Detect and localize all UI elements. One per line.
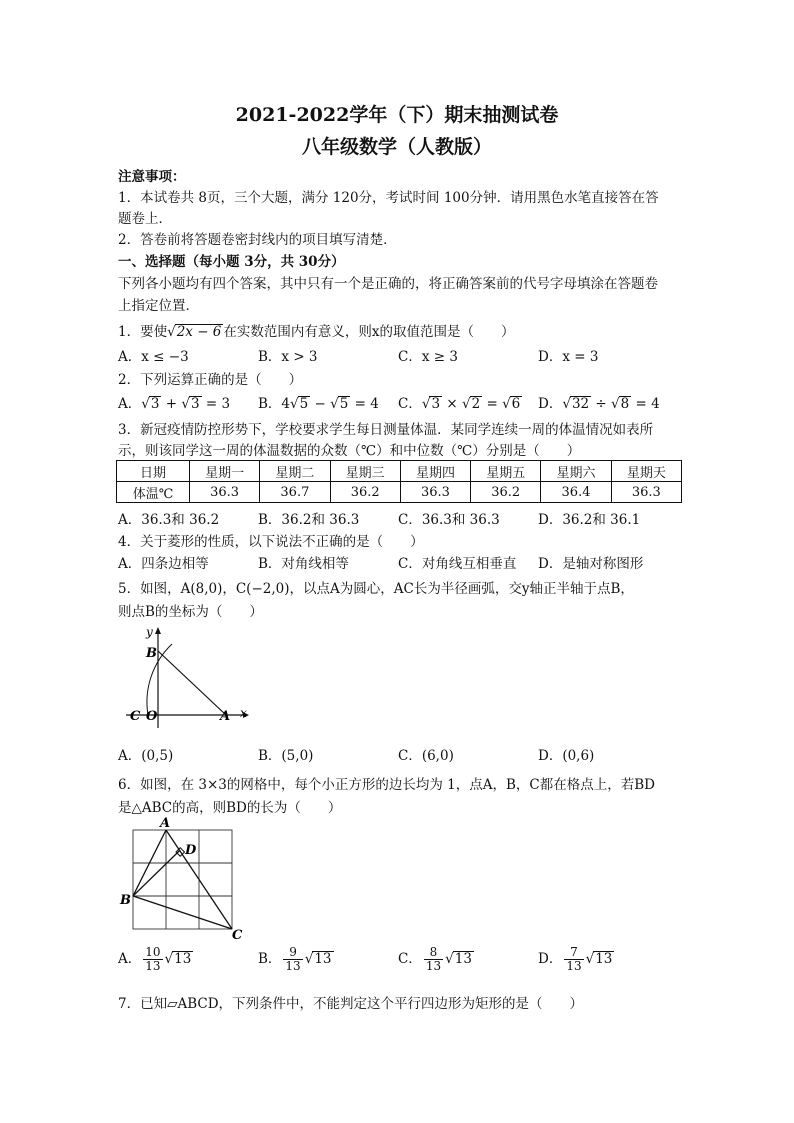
- q6-d-rad: 13: [595, 951, 613, 968]
- q1-option-c[interactable]: C．x ≥ 3: [398, 349, 458, 365]
- q6-b-label: B．: [258, 951, 282, 968]
- q2-a-eq: = 3: [201, 396, 231, 412]
- section1-heading: 一、选择题（每小题 3分，共 30分）: [118, 254, 345, 270]
- q5-figure: [118, 622, 258, 730]
- q2-b-r2: 5: [339, 396, 349, 412]
- table-cell: 星期四: [400, 461, 470, 482]
- q2-d-r1: 32: [571, 396, 590, 412]
- q6-b-num: 9: [283, 946, 302, 960]
- q2-a-op: +: [161, 396, 182, 412]
- q6-option-a[interactable]: [118, 946, 193, 973]
- sqrt-icon: √: [461, 396, 471, 412]
- label-a: A: [220, 709, 231, 724]
- table-cell: 星期一: [189, 461, 259, 482]
- q1-option-d[interactable]: D．x = 3: [538, 349, 599, 365]
- grid: [133, 830, 232, 929]
- q4-option-a[interactable]: A．四条边相等: [118, 556, 209, 572]
- y-axis-arrow-icon: [155, 627, 161, 634]
- q2-d-eq: = 4: [631, 396, 660, 412]
- label-y: y: [146, 625, 153, 639]
- section1-intro-line1: 下列各小题均有四个答案，其中只有一个是正确的，将正确答案前的代号字母填涂在答题卷: [118, 276, 658, 292]
- sqrt-icon: √: [330, 396, 339, 412]
- q2-a-label: A．: [118, 396, 142, 412]
- q6-c-label: C．: [398, 951, 422, 968]
- q6-a-fraction: [143, 946, 162, 973]
- q7-stem: 7．已知▱ABCD，下列条件中，不能判定这个平行四边形为矩形的是（ ）: [118, 996, 584, 1012]
- q6-c-rad: 13: [454, 951, 472, 968]
- q6-b-rad: 13: [314, 951, 332, 968]
- sqrt-icon: √: [290, 396, 299, 412]
- q2-stem: 2．下列运算正确的是（ ）: [118, 372, 303, 388]
- q2-c-eq: =: [482, 396, 503, 412]
- q2-a-r2: 3: [190, 396, 200, 412]
- sqrt-icon: √: [502, 396, 511, 412]
- q2-option-d[interactable]: [538, 392, 660, 412]
- q5-option-c[interactable]: C．(6,0): [398, 748, 454, 764]
- q6-line1: 6．如图，在 3×3的网格中，每个小正方形的边长均为 1，点A，B，C都在格点上，若BD: [118, 777, 655, 793]
- sqrt-icon: √: [585, 951, 595, 968]
- q5-option-a[interactable]: A．(0,5): [118, 748, 174, 764]
- q2-b-coef: 4: [281, 396, 291, 412]
- table-cell: 日期: [117, 461, 190, 482]
- sqrt-icon: √: [304, 951, 314, 968]
- q1-prefix: 1．要使: [118, 324, 168, 340]
- page-subtitle: 八年级数学（人教版）: [301, 136, 492, 158]
- q2-a-r1: 3: [150, 396, 160, 412]
- q6-a-den: 13: [145, 959, 161, 974]
- table-row: [117, 482, 682, 503]
- q5-option-d[interactable]: D．(0,6): [538, 748, 595, 764]
- sqrt-icon: √: [562, 396, 571, 412]
- q6-line2: 是△ABC的高，则BD的长为（ ）: [118, 800, 342, 816]
- sqrt-icon: √: [141, 396, 150, 412]
- q6-c-fraction: [424, 946, 443, 973]
- page-title: 2021-2022学年（下）期末抽测试卷: [235, 104, 559, 126]
- q6-a-label: A．: [118, 951, 142, 968]
- q2-b-label: B．: [258, 396, 282, 412]
- q2-b-eq: = 4: [350, 396, 379, 412]
- q1-stem: [118, 320, 515, 340]
- table-cell: 星期天: [611, 461, 681, 482]
- sqrt-icon: √: [164, 951, 174, 968]
- q5-line1: 5．如图，A(8,0)，C(−2,0)，以点A为圆心，AC长为半径画弧，交y轴正半轴于点B，: [118, 581, 634, 597]
- q3-line2: 示，则该同学这一周的体温数据的众数（℃）和中位数（℃）分别是（ ）: [118, 443, 581, 459]
- notes-item1-line2: 题卷上．: [118, 211, 172, 227]
- q2-option-a[interactable]: [118, 392, 230, 412]
- label-a: A: [160, 816, 171, 831]
- q2-d-op: ÷: [591, 396, 612, 412]
- table-cell: 36.3: [611, 482, 681, 503]
- q5-line2: 则点B的坐标为（ ）: [118, 604, 263, 620]
- temperature-table: [116, 460, 682, 503]
- q2-c-label: C．: [398, 396, 422, 412]
- q2-c-r2: 2: [471, 396, 481, 412]
- q6-option-b[interactable]: [258, 946, 334, 973]
- q1-radicand: 2x − 6: [176, 324, 222, 340]
- q4-option-d[interactable]: D．是轴对称图形: [538, 556, 644, 572]
- q6-c-num: 8: [424, 946, 443, 960]
- q6-d-den: 13: [566, 959, 582, 974]
- q6-d-label: D．: [538, 951, 563, 968]
- q3-option-b[interactable]: B．36.2和 36.3: [258, 512, 360, 528]
- label-d: D: [185, 843, 197, 858]
- q6-option-c[interactable]: [398, 946, 474, 973]
- table-cell: 星期二: [260, 461, 330, 482]
- sqrt-icon: √: [421, 396, 431, 412]
- q1-suffix: 在实数范围内有意义，则x的取值范围是（ ）: [223, 324, 515, 340]
- q2-c-r1: 3: [431, 396, 441, 412]
- q2-c-op: ×: [442, 396, 462, 412]
- q1-option-a[interactable]: A．x ≤ −3: [118, 349, 189, 365]
- triangle-abc: [133, 830, 232, 929]
- q6-b-den: 13: [285, 959, 301, 974]
- q3-option-a[interactable]: A．36.3和 36.2: [118, 512, 220, 528]
- table-cell: 星期五: [471, 461, 541, 482]
- sqrt-icon: √: [181, 396, 190, 412]
- table-cell: 星期六: [541, 461, 611, 482]
- q2-option-b[interactable]: [258, 392, 379, 412]
- table-cell: 36.7: [260, 482, 330, 503]
- q2-option-c[interactable]: [398, 392, 522, 412]
- section1-intro-line2: 上指定位置．: [118, 298, 199, 314]
- q3-option-c[interactable]: C．36.3和 36.3: [398, 512, 500, 528]
- label-b: B: [146, 646, 157, 661]
- q6-figure: [118, 815, 248, 940]
- table-cell: 星期三: [330, 461, 400, 482]
- table-cell: 36.4: [541, 482, 611, 503]
- q2-b-op: −: [310, 396, 331, 412]
- q6-d-fraction: [564, 946, 583, 973]
- q6-option-d[interactable]: [538, 946, 614, 973]
- label-c: C: [232, 928, 243, 940]
- q6-a-rad: 13: [174, 951, 192, 968]
- q6-d-num: 7: [564, 946, 583, 960]
- table-cell: 36.2: [330, 482, 400, 503]
- table-cell: 36.2: [471, 482, 541, 503]
- sqrt-icon: √: [167, 324, 176, 340]
- table-cell: 体温℃: [117, 482, 190, 503]
- notes-heading: 注意事项：: [118, 169, 186, 185]
- q4-stem: 4．关于菱形的性质，以下说法不正确的是（ ）: [118, 534, 424, 550]
- q6-a-num: 10: [145, 945, 161, 959]
- q4-option-b[interactable]: B．对角线相等: [258, 556, 349, 572]
- q1-option-b[interactable]: B．x > 3: [258, 349, 318, 365]
- q2-c-r3: 6: [511, 396, 521, 412]
- q3-option-d[interactable]: D．36.2和 36.1: [538, 512, 641, 528]
- table-header-row: [117, 461, 682, 482]
- label-x: x: [240, 706, 247, 720]
- segment-ba: [158, 651, 226, 715]
- q6-b-fraction: [283, 946, 302, 973]
- q2-d-label: D．: [538, 396, 563, 412]
- notes-item2: 2．答卷前将答题卷密封线内的项目填写清楚．: [118, 232, 397, 248]
- q2-d-r2: 8: [620, 396, 630, 412]
- notes-item1-line1: 1．本试卷共 8页，三个大题，满分 120分，考试时间 100分钟．请用黑色水笔直接答在答: [118, 190, 659, 206]
- label-c: C: [130, 709, 141, 724]
- label-o: O: [146, 709, 158, 724]
- q4-option-c[interactable]: C．对角线互相垂直: [398, 556, 517, 572]
- q6-c-den: 13: [425, 959, 442, 974]
- q5-option-b[interactable]: B．(5,0): [258, 748, 314, 764]
- q3-line1: 3．新冠疫情防控形势下，学校要求学生每日测量体温．某同学连续一周的体温情况如表所: [118, 422, 654, 438]
- q2-b-r1: 5: [299, 396, 309, 412]
- table-cell: 36.3: [400, 482, 470, 503]
- sqrt-icon: √: [445, 951, 454, 968]
- table-cell: 36.3: [189, 482, 259, 503]
- label-b: B: [120, 893, 131, 908]
- sqrt-icon: √: [611, 396, 620, 412]
